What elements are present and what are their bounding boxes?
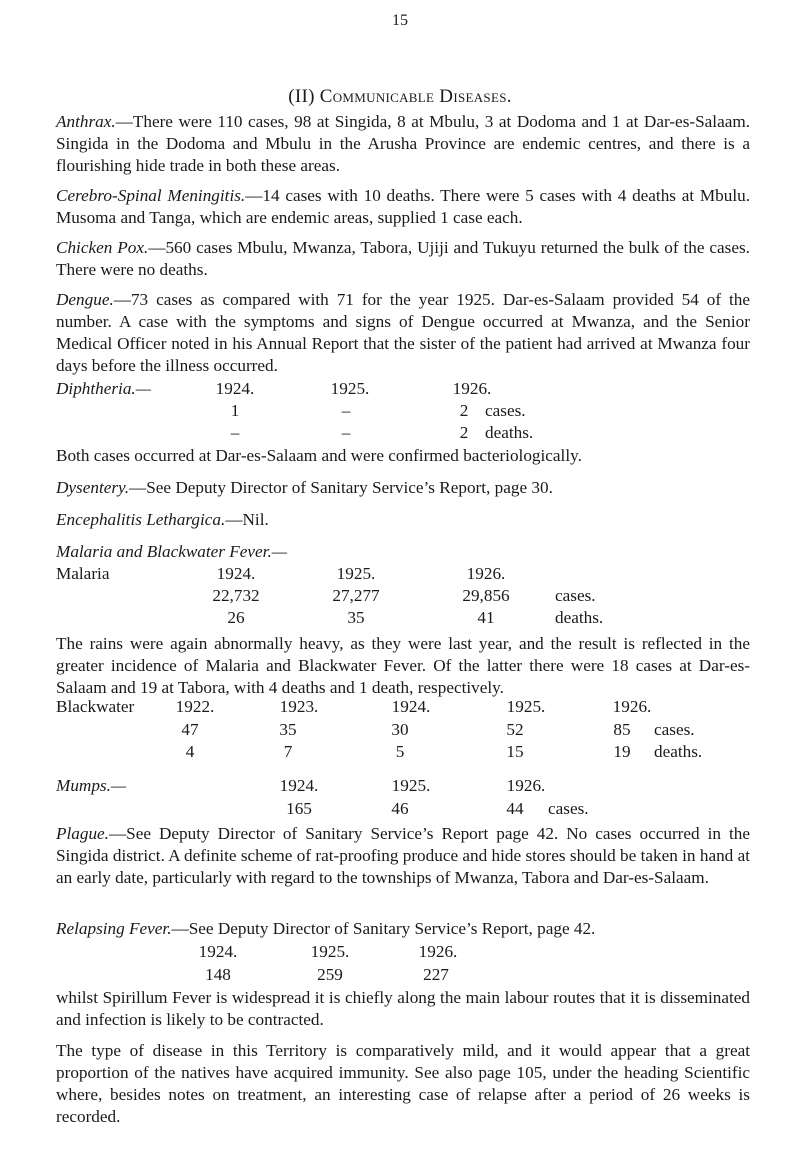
plague-text: —See Deputy Director of Sanitary Service’s Report page 42. No cases occurred in the Singida district. A definite scheme of rat-proofing produce and hide stores should be taken in hand at an early date, particularly with regard to the townships of Mwanza, Tabora and Dar-es-Salaam. [56,824,750,887]
blackwater-row-label: Blackwater [56,697,135,716]
malaria-year: 1924. [216,564,256,583]
blackwater-year: 1926. [612,697,652,716]
diphtheria-title: Diphtheria.— [56,379,152,398]
dysentery-title: Dysentery. [56,478,130,497]
relapsing-paragraph [56,918,750,940]
anthrax-title: Anthrax. [56,112,116,131]
malaria-cases-value: 27,277 [332,586,380,605]
blackwater-year: 1925. [506,697,546,716]
diphtheria-year: 1925. [330,379,370,398]
blackwater-year: 1922. [175,697,215,716]
page-number: 15 [392,12,408,29]
blackwater-deaths-value: 7 [283,742,293,761]
meningitis-text: —14 cases with 10 deaths. There were 5 cases with 4 deaths at Mbulu. Musoma and Tanga, which are endemic areas, supplied 1 case each. [56,186,750,227]
diphtheria-deaths-value: 2 [459,423,469,442]
diphtheria-deaths-value: – [341,423,351,442]
diphtheria-deaths-value: – [230,423,240,442]
diphtheria-cases-value: – [341,401,351,420]
mumps-year: 1925. [391,776,431,795]
malaria-year: 1925. [336,564,376,583]
dysentery-paragraph [56,477,750,499]
blackwater-cases-value: 85 [613,720,631,739]
malaria-row-label: Malaria [56,564,110,583]
diphtheria-year: 1926. [452,379,492,398]
malaria-year: 1926. [466,564,506,583]
encephalitis-paragraph [56,509,750,531]
relapsing-year: 1925. [310,942,350,961]
relapsing-note: whilst Spirillum Fever is widespread it is chiefly along the main labour routes that it is disseminated and infection is likely to be contracted. [56,988,750,1029]
blackwater-deaths-label: deaths. [654,742,703,761]
malaria-deaths-label: deaths. [555,608,604,627]
relapsing-value: 227 [423,965,449,984]
plague-paragraph [56,823,750,889]
blackwater-year: 1923. [279,697,319,716]
plague-title: Plague. [56,824,109,843]
diphtheria-note: Both cases occurred at Dar-es-Salaam and were confirmed bacteriologically. [56,446,582,465]
blackwater-cases-value: 35 [279,720,297,739]
blackwater-cases-label: cases. [654,720,695,739]
dysentery-text: —See Deputy Director of Sanitary Service’s Report, page 30. [129,478,553,497]
mumps-cases-value: 165 [286,799,312,818]
mumps-cases-value: 44 [506,799,524,818]
encephalitis-text: —Nil. [225,510,269,529]
blackwater-cases-value: 30 [391,720,409,739]
blackwater-cases-value: 52 [506,720,524,739]
closing-paragraph: The type of disease in this Territory is comparatively mild, and it would appear that a great proportion of the natives have acquired immunity. See also page 105, under the heading Scientific where, besides notes on treatment, an interesting case of relapse after a period of 26 weeks is recorded. [56,1041,750,1126]
relapsing-title: Relapsing Fever. [56,919,172,938]
relapsing-year: 1924. [198,942,238,961]
relapsing-value: 259 [317,965,343,984]
malaria-deaths-value: 26 [227,608,245,627]
mumps-title: Mumps.— [56,776,127,795]
dengue-title: Dengue. [56,290,114,309]
dengue-text: —73 cases as compared with 71 for the year 1925. Dar-es-Salaam provided 54 of the number. A case with the symptoms and signs of Dengue occurred at Mwanza, and the Senior Medical Officer noted in his Annual Report that the sister of the patient had arrived at Mwanza four days before the illness occurred. [56,290,750,375]
diphtheria-cases-label: cases. [485,401,526,420]
blackwater-deaths-value: 5 [395,742,405,761]
relapsing-year: 1926. [418,942,458,961]
meningitis-title: Cerebro-Spinal Meningitis. [56,186,246,205]
relapsing-text: —See Deputy Director of Sanitary Service’s Report, page 42. [171,919,596,938]
diphtheria-cases-value: 2 [459,401,469,420]
malaria-note: The rains were again abnormally heavy, as they were last year, and the result is reflected in the greater incidence of Malaria and Blackwater Fever. Of the latter there were 18 cases at Dar-es-Salaam and 19 at Tabora, with 4 deaths and 1 death, respectively. [56,634,750,697]
chicken-pox-title: Chicken Pox. [56,238,149,257]
blackwater-deaths-value: 19 [613,742,631,761]
diphtheria-year: 1924. [215,379,255,398]
encephalitis-title: Encephalitis Lethargica. [56,510,226,529]
malaria-deaths-value: 35 [347,608,365,627]
chicken-pox-text: —560 cases Mbulu, Mwanza, Tabora, Ujiji and Tukuyu returned the bulk of the cases. There were no deaths. [56,238,750,279]
blackwater-deaths-value: 4 [185,742,195,761]
malaria-cases-value: 29,856 [462,586,510,605]
blackwater-year: 1924. [391,697,431,716]
malaria-cases-value: 22,732 [212,586,260,605]
anthrax-paragraph [56,111,750,177]
blackwater-deaths-value: 15 [506,742,524,761]
malaria-title: Malaria and Blackwater Fever.— [56,542,288,561]
chicken-pox-paragraph [56,237,750,281]
diphtheria-deaths-label: deaths. [485,423,534,442]
malaria-deaths-value: 41 [477,608,495,627]
malaria-cases-label: cases. [555,586,596,605]
dengue-paragraph [56,289,750,377]
mumps-cases-label: cases. [548,799,589,818]
diphtheria-cases-value: 1 [230,401,240,420]
section-heading: (II) Communicable Diseases. [288,86,512,107]
blackwater-cases-value: 47 [181,720,199,739]
mumps-year: 1926. [506,776,546,795]
relapsing-value: 148 [205,965,231,984]
anthrax-text: —There were 110 cases, 98 at Singida, 8 at Mbulu, 3 at Dodoma and 1 at Dar-es-Salaam. Singida in the Dodoma and Mbulu in the Arusha Province are endemic centres, and there is a flourishing hide trade in both these areas. [56,112,750,175]
mumps-year: 1924. [279,776,319,795]
mumps-cases-value: 46 [391,799,409,818]
meningitis-paragraph [56,185,750,229]
